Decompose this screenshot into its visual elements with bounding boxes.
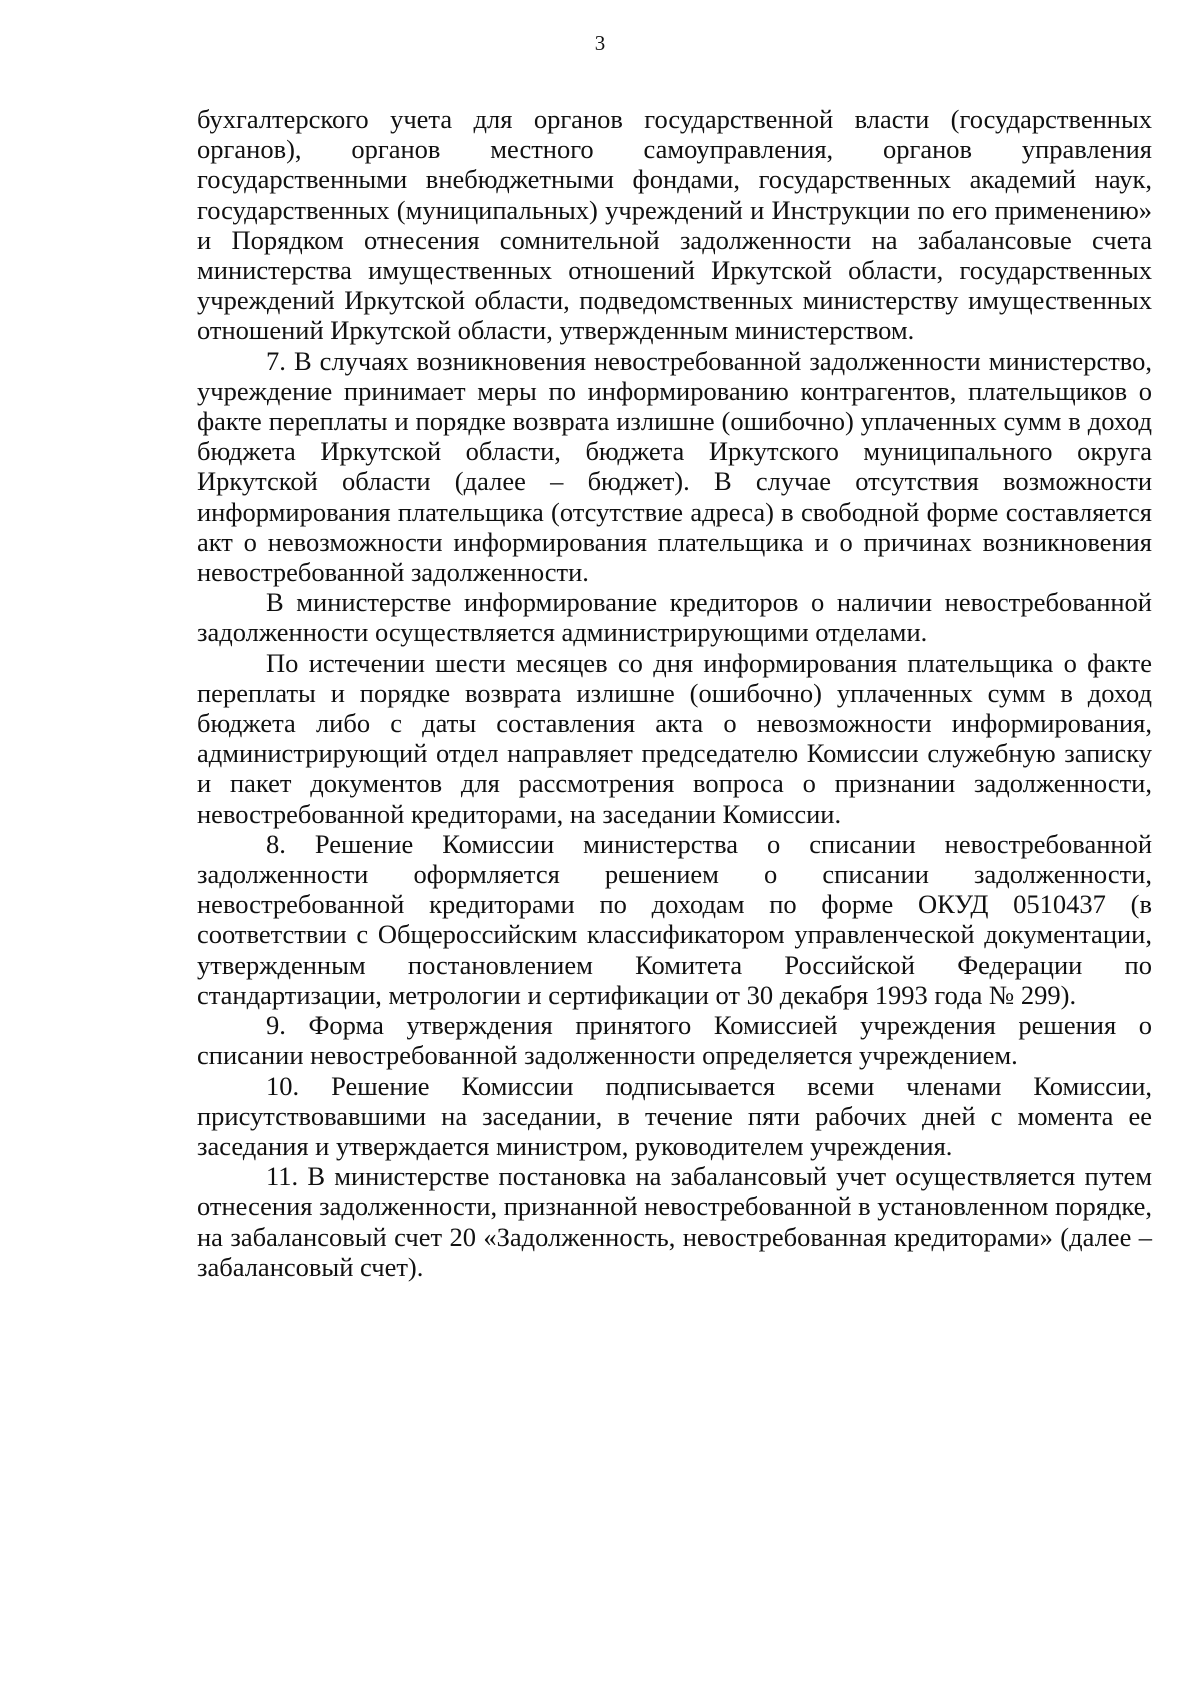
paragraph: В министерстве информирование кредиторов о наличии невостребованной задолженности осуществляется администрирующими отделами. [197, 587, 1152, 648]
paragraph: 10. Решение Комиссии подписывается всеми членами Комиссии, присутствовавшими на заседании, в течение пяти рабочих дней с момента ее заседания и утверждается министром, руководителем учреждения. [197, 1070, 1152, 1161]
paragraph: По истечении шести месяцев со дня информирования плательщика о факте переплаты и порядке возврата излишне (ошибочно) уплаченных сумм в доход бюджета либо с даты составления акта о невозможности информирования, администрирующий отдел направляет председателю Комиссии служебную записку и пакет документов для рассмотрения вопроса о признании задолженности, невостребованной кредиторами, на заседании Комиссии. [197, 647, 1152, 829]
page-number: 3 [594, 31, 606, 55]
paragraph: 11. В министерстве постановка на забалансовый учет осуществляется путем отнесения задолженности, признанной невостребованной в установленном порядке, на забалансовый счет 20 «Задолженность, невостребованная кредиторами» (далее – забалансовый счет). [197, 1161, 1152, 1282]
document-body [197, 104, 1152, 1282]
paragraph: бухгалтерского учета для органов государственной власти (государственных органов), органов местного самоуправления, органов управления государственными внебюджетными фондами, государственных академий наук, государственных (муниципальных) учреждений и Инструкции по его применению» и Порядком отнесения сомнительной задолженности на забалансовые счета министерства имущественных отношений Иркутской области, государственных учреждений Иркутской области, подведомственных министерству имущественных отношений Иркутской области, утвержденным министерством. [197, 104, 1152, 346]
paragraph: 8. Решение Комиссии министерства о списании невостребованной задолженности оформляется решением о списании задолженности, невостребованной кредиторами по доходам по форме ОКУД 0510437 (в соответствии с Общероссийским классификатором управленческой документации, утвержденным постановлением Комитета Российской Федерации по стандартизации, метрологии и сертификации от 30 декабря 1993 года № 299). [197, 828, 1152, 1010]
paragraph: 7. В случаях возникновения невостребованной задолженности министерство, учреждение принимает меры по информированию контрагентов, плательщиков о факте переплаты и порядке возврата излишне (ошибочно) уплаченных сумм в доход бюджета Иркутской области, бюджета Иркутского муниципального округа Иркутской области (далее – бюджет). В случае отсутствия возможности информирования плательщика (отсутствие адреса) в свободной форме составляется акт о невозможности информирования плательщика и о причинах возникновения невостребованной задолженности. [197, 345, 1152, 588]
paragraph: 9. Форма утверждения принятого Комиссией учреждения решения о списании невостребованной задолженности определяется учреждением. [197, 1010, 1152, 1071]
